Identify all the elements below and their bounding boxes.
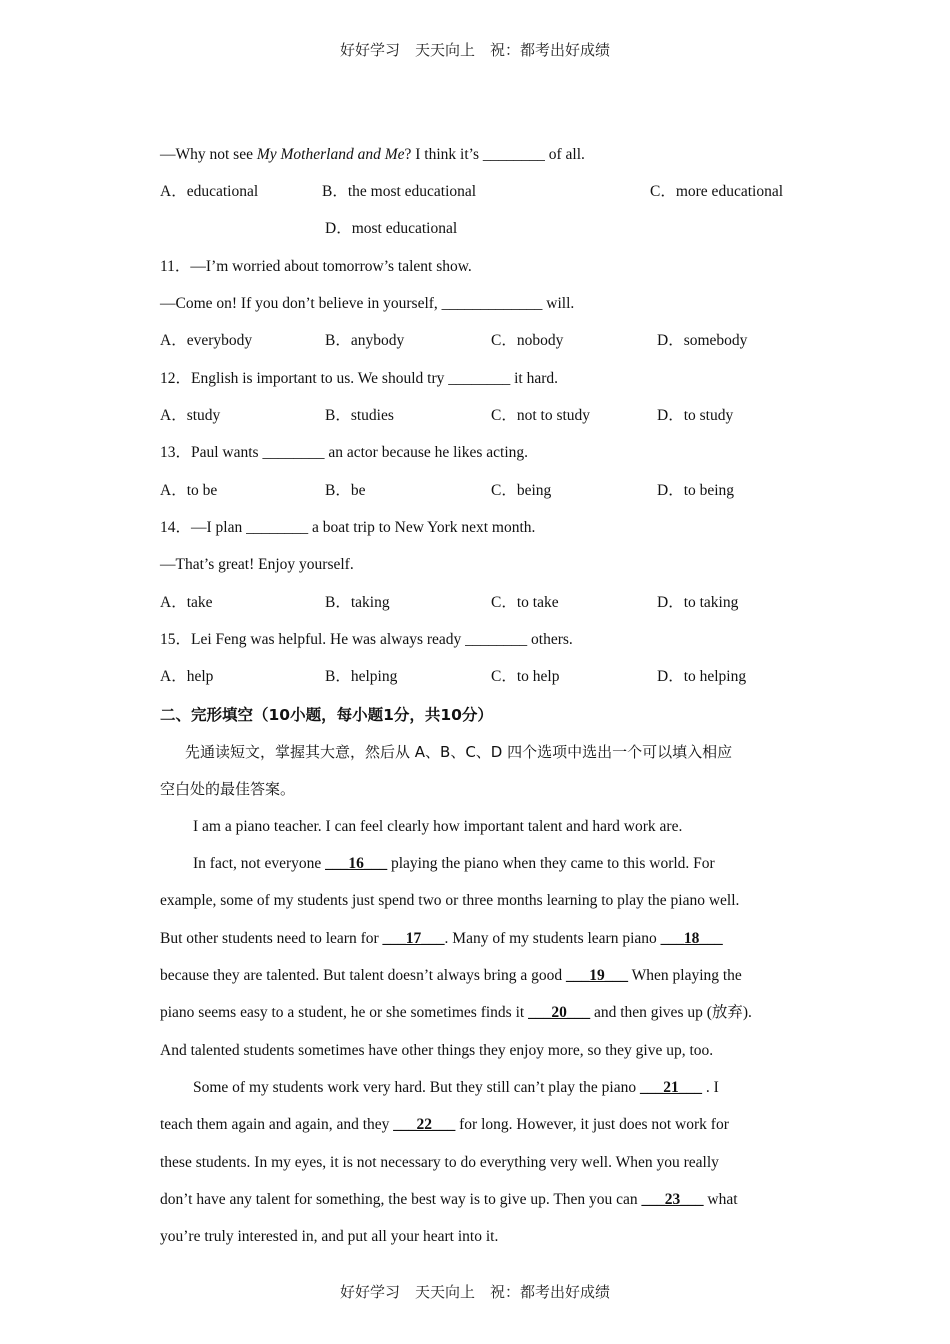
- text-segment: . I: [702, 1079, 719, 1096]
- q10-text-b: ? I think it’s ________ of all.: [404, 146, 585, 163]
- q15-option-a: A．help: [160, 668, 214, 685]
- q12-option-a: A．study: [160, 407, 221, 424]
- q14-option-d: D．to taking: [657, 594, 739, 611]
- passage-line-9: [160, 1115, 729, 1135]
- q11-option-b: B．anybody: [325, 332, 405, 349]
- q11-stem: 11．—I’m worried about tomorrow’s talent show.: [160, 258, 472, 275]
- text-segment: what: [703, 1191, 738, 1208]
- q10-option-c: C．more educational: [650, 183, 783, 200]
- page-header: 好好学习 天天向上 祝：都考出好成绩: [339, 41, 610, 59]
- blank-18: ___18___: [660, 930, 723, 947]
- blank-21: ___21___: [640, 1079, 702, 1096]
- q10-title: My Motherland and Me: [256, 146, 405, 163]
- q14-response: —That’s great! Enjoy yourself.: [160, 556, 354, 573]
- text-segment: teach them again and again, and they: [160, 1116, 394, 1133]
- blank-20: ___20___: [528, 1004, 591, 1021]
- text-segment: and then gives up (放弃).: [590, 1004, 752, 1021]
- q12-stem: 12．English is important to us. We should try ________ it hard.: [160, 370, 559, 387]
- passage-line-10: these students. In my eyes, it is not necessary to do everything very well. When you really: [160, 1154, 719, 1171]
- text-segment: piano seems easy to a student, he or she sometimes finds it: [160, 1004, 529, 1021]
- q12-option-b: B．studies: [325, 407, 394, 424]
- passage-line-3: example, some of my students just spend two or three months learning to play the piano well.: [160, 892, 740, 909]
- q12-option-d: D．to study: [657, 407, 734, 424]
- q13-option-b: B．be: [325, 482, 366, 499]
- text-segment: for long. However, it just does not work for: [455, 1116, 729, 1133]
- q11-option-d: D．somebody: [657, 332, 748, 349]
- passage-line-12: you’re truly interested in, and put all your heart into it.: [160, 1228, 499, 1245]
- q10-option-b: B．the most educational: [322, 183, 477, 200]
- passage-line-4: [160, 929, 723, 949]
- passage-line-8: [193, 1078, 719, 1098]
- text-segment: don’t have any talent for something, the best way is to give up. Then you can: [160, 1191, 642, 1208]
- text-segment: Some of my students work very hard. But they still can’t play the piano: [193, 1079, 640, 1096]
- passage-line-1: I am a piano teacher. I can feel clearly how important talent and hard work are.: [193, 818, 683, 835]
- q11-option-c: C．nobody: [491, 332, 564, 349]
- page-footer: 好好学习 天天向上 祝：都考出好成绩: [339, 1283, 610, 1301]
- text-segment: playing the piano when they came to this world. For: [387, 855, 715, 872]
- q10-text-a: —Why not see: [160, 146, 257, 163]
- q13-stem: 13．Paul wants ________ an actor because he likes acting.: [160, 444, 529, 461]
- blank-22: ___22___: [393, 1116, 456, 1133]
- section-title: 二、完形填空（10小题，每小题1分，共10分）: [160, 706, 493, 724]
- q14-option-c: C．to take: [491, 594, 559, 611]
- q11-option-a: A．everybody: [160, 332, 253, 349]
- q10-option-d: D．most educational: [325, 220, 458, 237]
- passage-line-5: [160, 966, 742, 986]
- passage-line-11: [160, 1190, 738, 1210]
- q13-option-d: D．to being: [657, 482, 735, 499]
- q10-option-a: A．educational: [160, 183, 259, 200]
- q15-stem: 15．Lei Feng was helpful. He was always ready ________ others.: [160, 631, 573, 648]
- section-instruction-2: 空白处的最佳答案。: [160, 780, 296, 798]
- passage-line-7: And talented students sometimes have other things they enjoy more, so they give up, too.: [160, 1042, 714, 1059]
- text-segment: In fact, not everyone: [193, 855, 326, 872]
- section-instruction-1: 先通读短文，掌握其大意，然后从 A、B、C、D 四个选项中选出一个可以填入相应: [185, 743, 733, 761]
- text-segment: But other students need to learn for: [160, 930, 383, 947]
- q14-stem: 14．—I plan ________ a boat trip to New York next month.: [160, 519, 536, 536]
- q15-option-c: C．to help: [491, 668, 560, 685]
- q14-option-b: B．taking: [325, 594, 390, 611]
- q14-option-a: A．take: [160, 594, 213, 611]
- text-segment: When playing the: [628, 967, 742, 984]
- blank-23: ___23___: [641, 1191, 704, 1208]
- blank-17: ___17___: [382, 930, 445, 947]
- text-segment: . Many of my students learn piano: [444, 930, 661, 947]
- q13-option-a: A．to be: [160, 482, 218, 499]
- blank-19: ___19___: [566, 967, 629, 984]
- q13-option-c: C．being: [491, 482, 552, 499]
- q12-option-c: C．not to study: [491, 407, 591, 424]
- q15-option-b: B．helping: [325, 668, 398, 685]
- q10-line: [160, 145, 585, 165]
- q15-option-d: D．to helping: [657, 668, 747, 685]
- q11-response: —Come on! If you don’t believe in yourself, _____________ will.: [160, 295, 575, 312]
- text-segment: because they are talented. But talent doesn’t always bring a good: [160, 967, 567, 984]
- passage-line-6: [160, 1003, 752, 1023]
- blank-16: ___16___: [325, 855, 388, 872]
- passage-line-2: [193, 854, 715, 874]
